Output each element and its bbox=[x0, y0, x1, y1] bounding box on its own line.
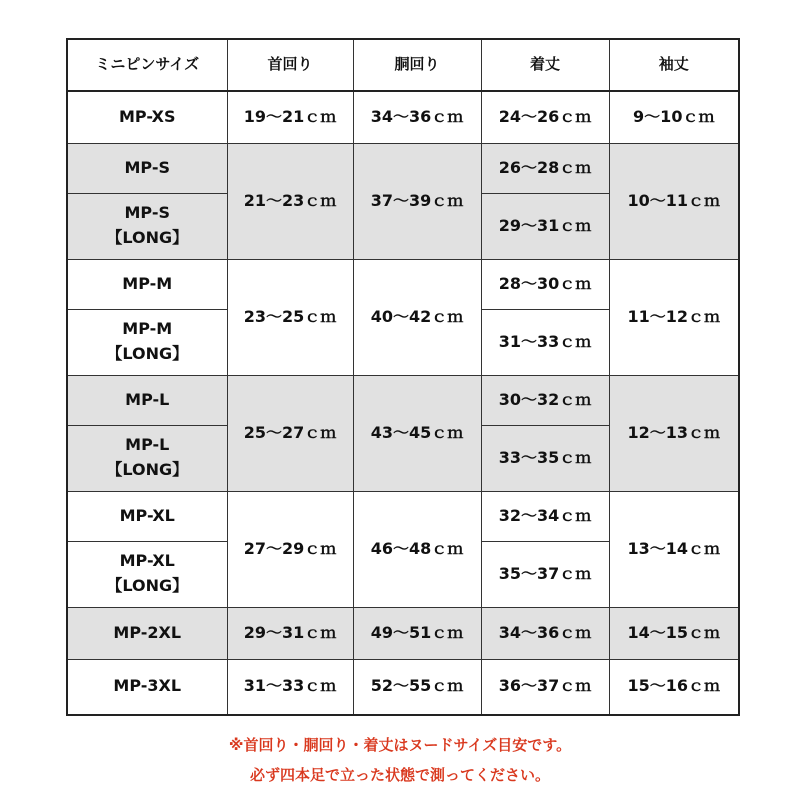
size-sub-label: 【LONG】 bbox=[106, 460, 189, 479]
waist-cell: 43〜45ｃｍ bbox=[353, 375, 481, 491]
sleeve-cell: 10〜11ｃｍ bbox=[609, 143, 739, 259]
neck-cell: 25〜27ｃｍ bbox=[227, 375, 353, 491]
length-cell: 26〜28ｃｍ bbox=[481, 143, 609, 193]
size-row bbox=[67, 607, 739, 659]
size-row bbox=[67, 143, 739, 193]
size-sub-label: 【LONG】 bbox=[106, 576, 189, 595]
size-row bbox=[67, 91, 739, 143]
size-label: MP-XL bbox=[119, 551, 175, 571]
length-cell: 33〜35ｃｍ bbox=[481, 425, 609, 491]
size-table-body bbox=[67, 91, 739, 715]
size-cell bbox=[67, 607, 227, 659]
header-size: ミニピンサイズ bbox=[67, 39, 227, 91]
size-label: MP-S bbox=[124, 203, 171, 223]
sleeve-cell: 9〜10ｃｍ bbox=[609, 91, 739, 143]
size-sub-label: 【LONG】 bbox=[106, 344, 189, 363]
length-cell: 29〜31ｃｍ bbox=[481, 193, 609, 259]
waist-cell: 37〜39ｃｍ bbox=[353, 143, 481, 259]
note-line: 必ず四本足で立った状態で測ってください。 bbox=[249, 766, 550, 784]
length-cell: 34〜36ｃｍ bbox=[481, 607, 609, 659]
sleeve-cell: 14〜15ｃｍ bbox=[609, 607, 739, 659]
size-cell bbox=[67, 309, 227, 375]
waist-cell: 46〜48ｃｍ bbox=[353, 491, 481, 607]
header-sleeve: 袖丈 bbox=[609, 39, 739, 91]
note-line: ※首回り・胴回り・着丈はヌードサイズ目安です。 bbox=[228, 736, 572, 754]
size-label: MP-XL bbox=[119, 505, 175, 525]
waist-cell: 34〜36ｃｍ bbox=[353, 91, 481, 143]
length-cell: 35〜37ｃｍ bbox=[481, 541, 609, 607]
sleeve-cell: 13〜14ｃｍ bbox=[609, 491, 739, 607]
neck-cell: 29〜31ｃｍ bbox=[227, 607, 353, 659]
size-cell bbox=[67, 659, 227, 715]
length-cell: 36〜37ｃｍ bbox=[481, 659, 609, 715]
neck-cell: 31〜33ｃｍ bbox=[227, 659, 353, 715]
size-label: MP-M bbox=[122, 319, 173, 339]
length-cell: 30〜32ｃｍ bbox=[481, 375, 609, 425]
length-cell: 24〜26ｃｍ bbox=[481, 91, 609, 143]
waist-cell: 52〜55ｃｍ bbox=[353, 659, 481, 715]
waist-cell: 49〜51ｃｍ bbox=[353, 607, 481, 659]
size-chart-table bbox=[66, 38, 740, 716]
notes bbox=[0, 730, 800, 790]
neck-cell: 27〜29ｃｍ bbox=[227, 491, 353, 607]
size-row bbox=[67, 491, 739, 541]
size-cell bbox=[67, 91, 227, 143]
neck-cell: 21〜23ｃｍ bbox=[227, 143, 353, 259]
length-cell: 31〜33ｃｍ bbox=[481, 309, 609, 375]
size-row bbox=[67, 259, 739, 309]
size-cell bbox=[67, 193, 227, 259]
size-cell bbox=[67, 259, 227, 309]
size-sub-label: 【LONG】 bbox=[106, 228, 189, 247]
header-waist: 胴回り bbox=[353, 39, 481, 91]
header-neck: 首回り bbox=[227, 39, 353, 91]
sleeve-cell: 11〜12ｃｍ bbox=[609, 259, 739, 375]
size-cell bbox=[67, 375, 227, 425]
size-cell bbox=[67, 491, 227, 541]
size-label: MP-XS bbox=[118, 106, 176, 126]
size-cell bbox=[67, 143, 227, 193]
header-row bbox=[67, 39, 739, 91]
sleeve-cell: 15〜16ｃｍ bbox=[609, 659, 739, 715]
length-cell: 32〜34ｃｍ bbox=[481, 491, 609, 541]
size-label: MP-M bbox=[122, 273, 173, 293]
waist-cell: 40〜42ｃｍ bbox=[353, 259, 481, 375]
size-label: MP-2XL bbox=[113, 622, 182, 642]
size-label: MP-S bbox=[124, 157, 171, 177]
size-label: MP-L bbox=[125, 389, 170, 409]
sleeve-cell: 12〜13ｃｍ bbox=[609, 375, 739, 491]
size-label: MP-L bbox=[125, 435, 170, 455]
size-row bbox=[67, 659, 739, 715]
size-row bbox=[67, 375, 739, 425]
size-label: MP-3XL bbox=[113, 676, 182, 696]
size-cell bbox=[67, 425, 227, 491]
neck-cell: 19〜21ｃｍ bbox=[227, 91, 353, 143]
neck-cell: 23〜25ｃｍ bbox=[227, 259, 353, 375]
header-length: 着丈 bbox=[481, 39, 609, 91]
size-cell bbox=[67, 541, 227, 607]
length-cell: 28〜30ｃｍ bbox=[481, 259, 609, 309]
